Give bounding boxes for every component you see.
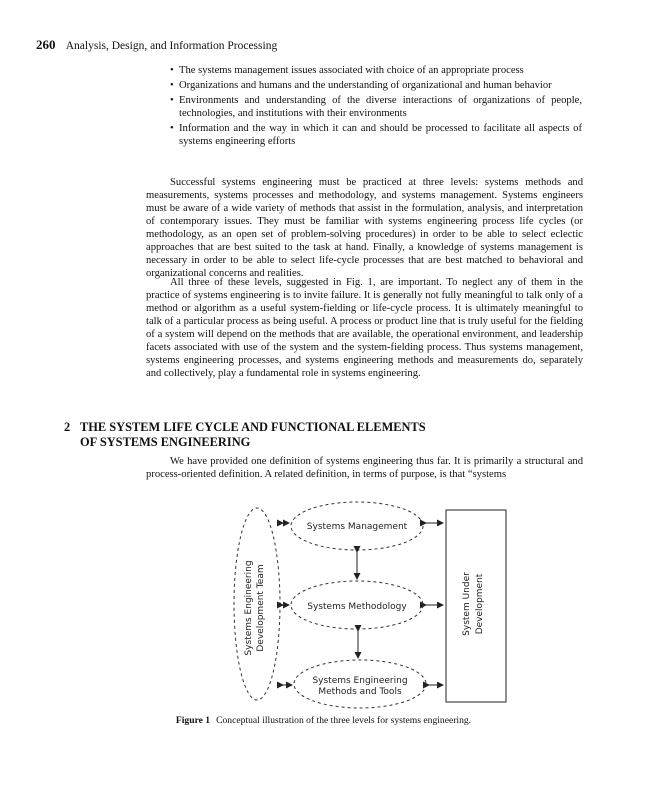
list-item: • Organizations and humans and the understanding of organizational and human behavior — [170, 80, 552, 91]
management-ellipse — [291, 502, 423, 550]
management-label: Systems Management — [306, 522, 408, 532]
methods-label-line2: Methods and Tools — [318, 687, 402, 697]
section-heading — [64, 420, 426, 450]
page-number: 260 — [36, 37, 56, 52]
methodology-ellipse — [291, 581, 423, 629]
team-label-line2: Development Team — [256, 564, 266, 652]
caption-label: Figure 1 — [175, 715, 211, 726]
methodology-label: Systems Methodology — [307, 602, 407, 612]
system-label-line1: System Under — [462, 572, 472, 636]
body-paragraph: We have provided one definition of systems engineering thus far. It is primarily a structural and process-oriented definition. A related definition, in terms of purpose, is that “systems — [146, 456, 583, 480]
system-label-line2: Development — [475, 573, 485, 635]
running-title: Analysis, Design, and Information Processing — [65, 40, 278, 52]
figure-caption — [0, 715, 647, 726]
list-item: • Environments and understanding of the diverse interactions of organizations of people, technologies, and institutions with their environments — [170, 95, 582, 119]
caption-text: Conceptual illustration of the three levels for systems engineering. — [216, 715, 472, 726]
team-ellipse — [234, 508, 280, 700]
bullet-list — [170, 64, 582, 150]
body-paragraph: Successful systems engineering must be practiced at three levels: systems methods and measurements, systems processes and methodology, and systems management. Systems engineers must be aware of a wide variety of methods that assist in the formulation, analysis, and interpretation of contemporary issues. They must be familiar with systems engineering process life cycles (or methodology, as an open set of problem-solving procedures) in order to be able to select eclectic approaches that are best suited to the task at hand. Finally, a knowledge of systems management is necessary in order to be able to select life-cycle processes that are best matched to behavioral and organizational concerns and realities. — [146, 177, 583, 279]
body-paragraph: All three of these levels, suggested in Fig. 1, are important. To neglect any of them in the practice of systems engineering is to invite failure. It is generally not fully meaningful to talk only of a method or algorithm as a useful system-fielding or life-cycle process. It is ultimately meaningful to talk of a particular process as being useful. A process or product line that is truly useful for the fielding of a system will depend on the methods that are available, the operational environment, and leadership facets associated with use of the system and the system-fielding process. Thus systems management, systems engineering processes, and systems engineering methods and measurements do, separately and collectively, play a fundamental role in systems engineering. — [146, 277, 583, 379]
methods-label-line1: Systems Engineering — [312, 676, 408, 686]
section-title-line1: THE SYSTEM LIFE CYCLE AND FUNCTIONAL ELEMENTS — [80, 420, 426, 434]
running-header — [36, 37, 277, 53]
list-item: • The systems management issues associated with choice of an appropriate process — [170, 65, 524, 76]
methods-ellipse — [294, 660, 426, 708]
section-number: 2 — [64, 420, 71, 434]
section-title-line2: OF SYSTEMS ENGINEERING — [80, 435, 251, 449]
system-box — [446, 510, 506, 702]
list-item: • Information and the way in which it can and should be processed to facilitate all aspects of systems engineering efforts — [170, 123, 582, 147]
team-label-line1: Systems Engineering — [244, 560, 254, 656]
